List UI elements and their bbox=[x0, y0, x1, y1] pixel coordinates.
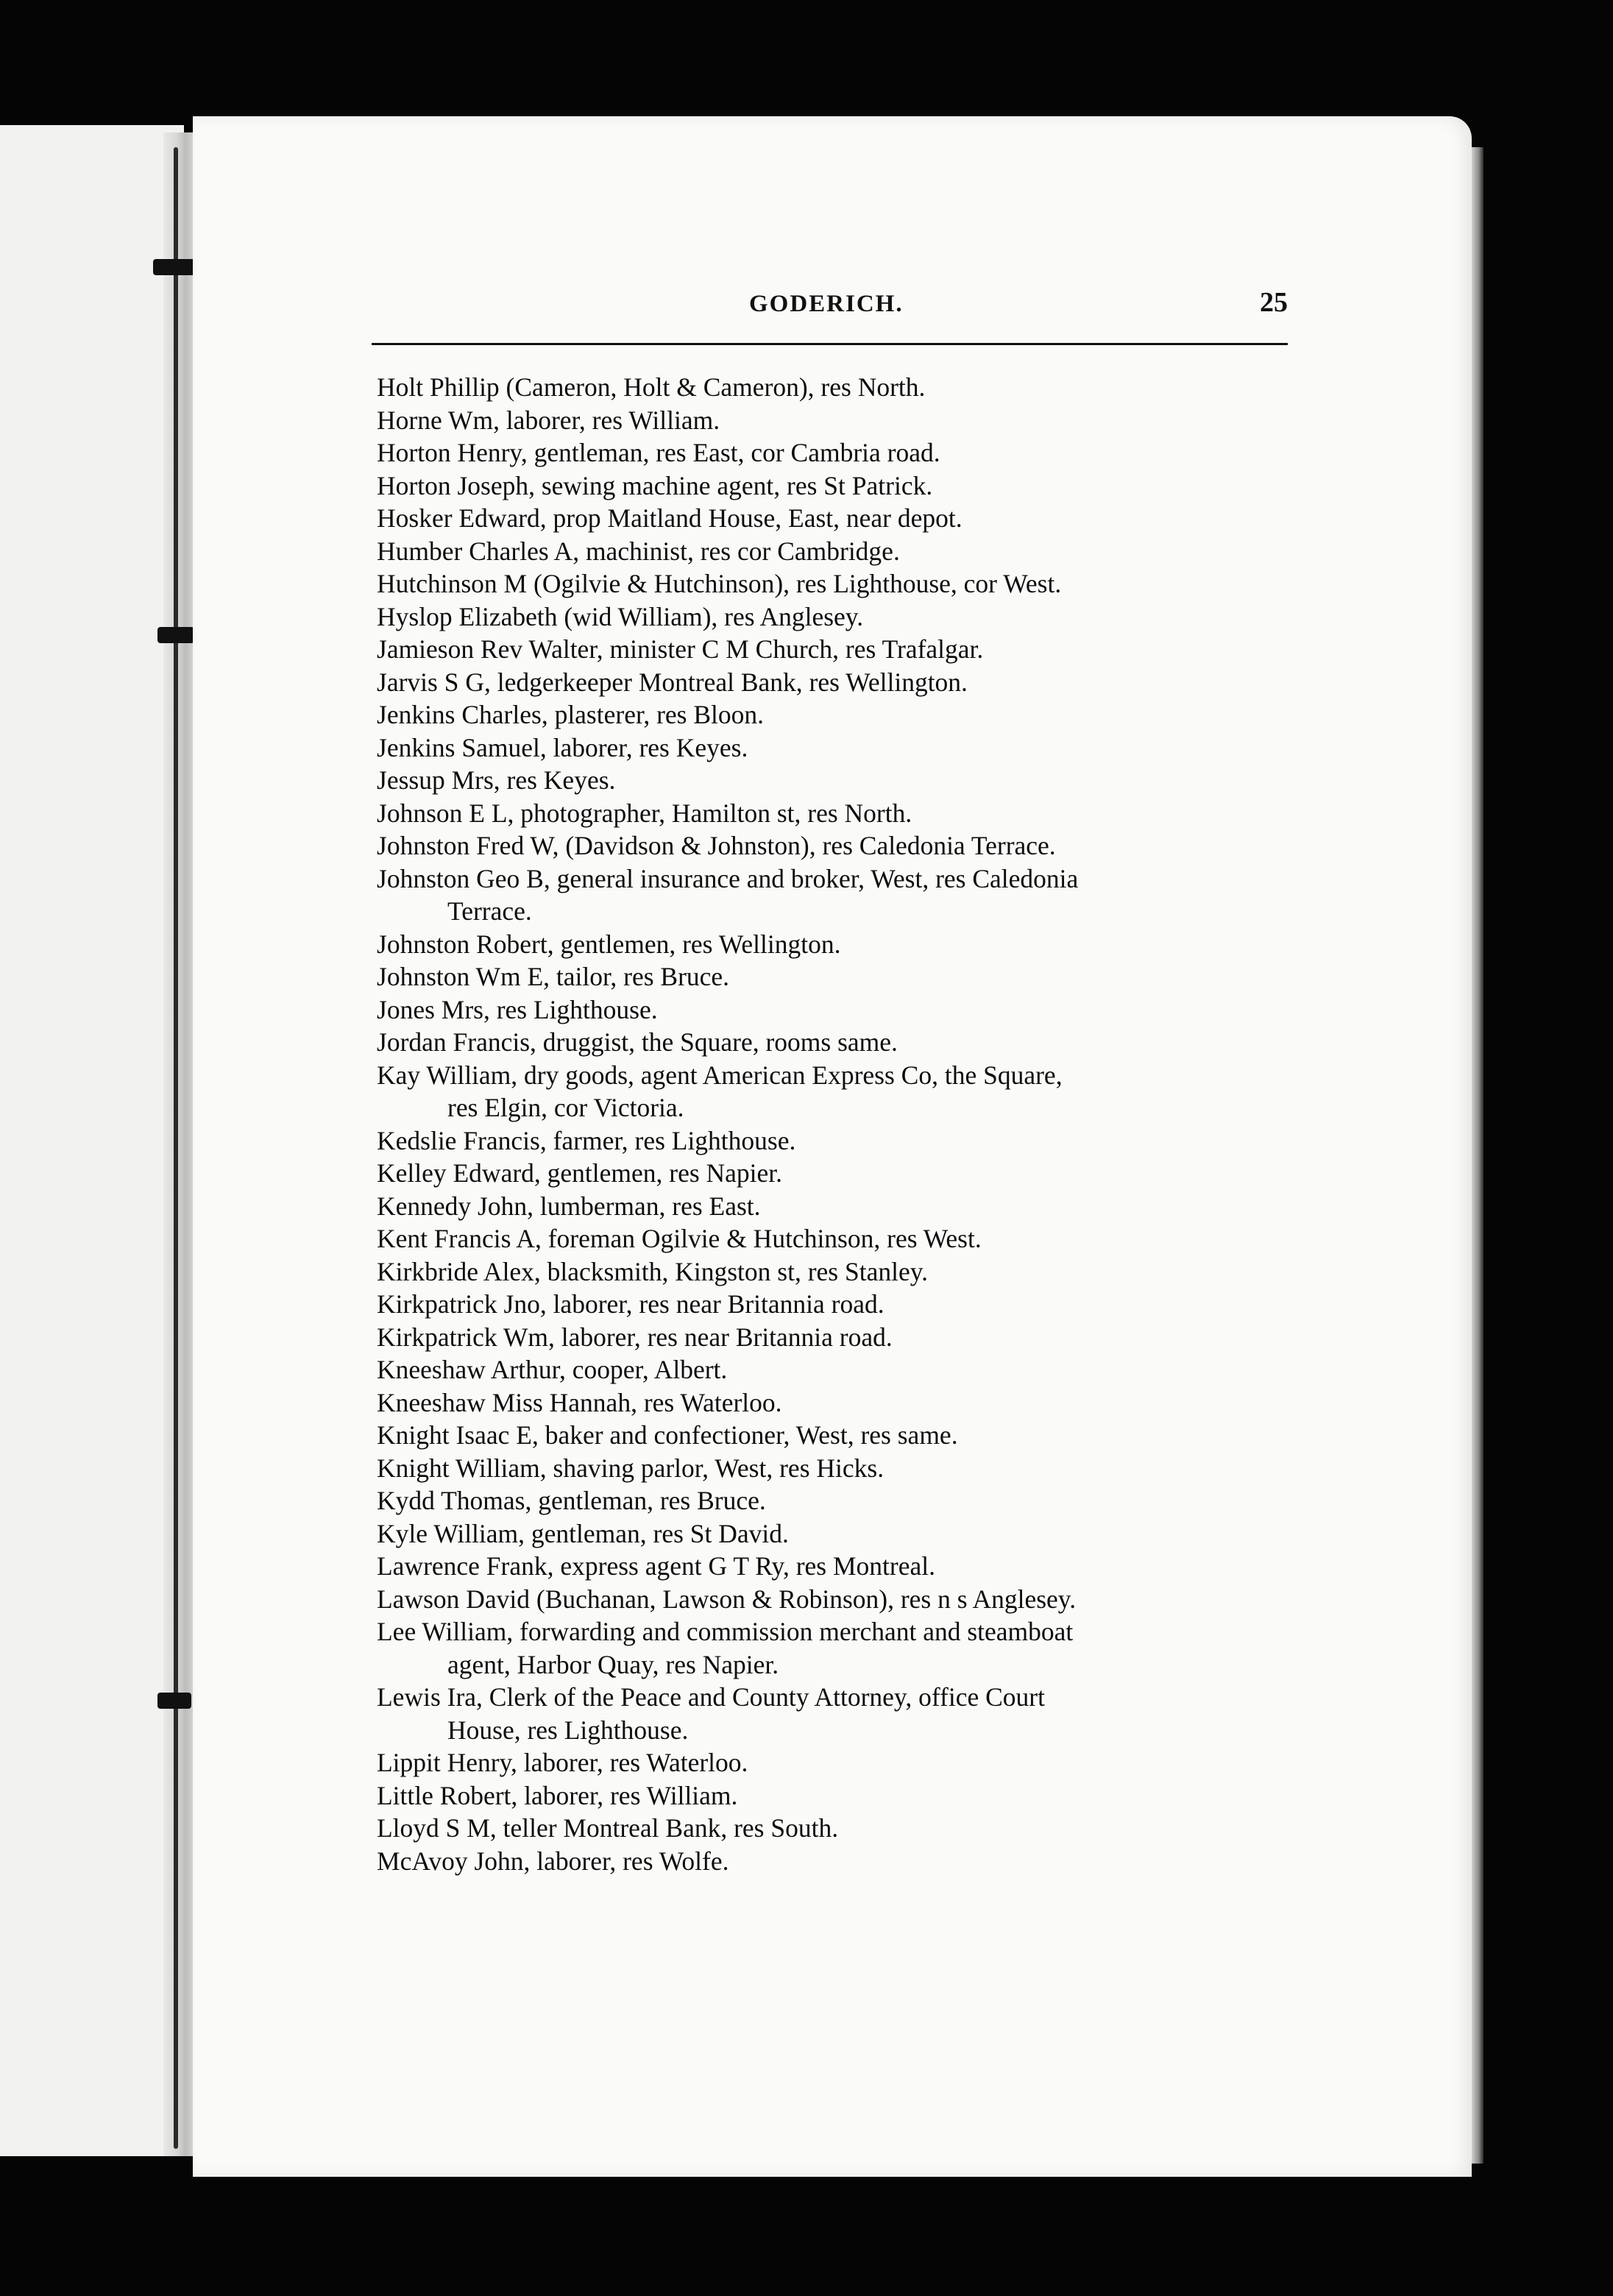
directory-entry: Lloyd S M, teller Montreal Bank, res South. bbox=[377, 1813, 839, 1843]
binding-stitch bbox=[157, 627, 194, 643]
directory-entry: McAvoy John, laborer, res Wolfe. bbox=[377, 1846, 729, 1876]
directory-entry: Humber Charles A, machinist, res cor Cambridge. bbox=[377, 536, 900, 566]
directory-entry: Knight William, shaving parlor, West, res Hicks. bbox=[377, 1453, 885, 1483]
binding-stitch bbox=[157, 1693, 191, 1709]
directory-entry: Hyslop Elizabeth (wid William), res Anglesey. bbox=[377, 601, 864, 631]
directory-entry: Kneeshaw Arthur, cooper, Albert. bbox=[377, 1355, 728, 1384]
directory-entry: Knight Isaac E, baker and confectioner, West, res same. bbox=[377, 1420, 958, 1450]
header-rule bbox=[372, 343, 1288, 345]
previous-page-edge bbox=[0, 125, 184, 2156]
directory-entry: Hosker Edward, prop Maitland House, East, near depot. bbox=[377, 503, 963, 533]
directory-entry: Lewis Ira, Clerk of the Peace and County Attorney, office Court bbox=[377, 1682, 1045, 1712]
directory-entry: Jordan Francis, druggist, the Square, rooms same. bbox=[377, 1027, 898, 1057]
directory-entry: Jamieson Rev Walter, minister C M Church, res Trafalgar. bbox=[377, 634, 984, 664]
directory-entry-continuation: House, res Lighthouse. bbox=[447, 1715, 689, 1745]
directory-entry: Holt Phillip (Cameron, Holt & Cameron), res North. bbox=[377, 372, 926, 402]
directory-entry: Jessup Mrs, res Keyes. bbox=[377, 765, 616, 795]
directory-entry: Jarvis S G, ledgerkeeper Montreal Bank, res Wellington. bbox=[377, 667, 968, 697]
directory-entry: Jenkins Charles, plasterer, res Bloon. bbox=[377, 700, 765, 729]
directory-entry: Kennedy John, lumberman, res East. bbox=[377, 1191, 761, 1221]
directory-entry: Johnston Geo B, general insurance and broker, West, res Caledonia bbox=[377, 863, 1079, 893]
directory-entry: Lawrence Frank, express agent G T Ry, res Montreal. bbox=[377, 1551, 935, 1581]
directory-entry: Johnson E L, photographer, Hamilton st, res North. bbox=[377, 798, 912, 828]
binding-thread bbox=[174, 147, 178, 2149]
page-edge-shadow bbox=[1472, 147, 1483, 2164]
directory-entry: Kyle William, gentleman, res St David. bbox=[377, 1518, 789, 1548]
directory-entry: Lawson David (Buchanan, Lawson & Robinson), res n s Anglesey. bbox=[377, 1584, 1077, 1614]
directory-entry: Lippit Henry, laborer, res Waterloo. bbox=[377, 1748, 748, 1777]
directory-entry: Horton Joseph, sewing machine agent, res St Patrick. bbox=[377, 470, 933, 500]
directory-entry: Kedslie Francis, farmer, res Lighthouse. bbox=[377, 1125, 796, 1155]
directory-entry-continuation: Terrace. bbox=[447, 896, 532, 926]
directory-entry: Jenkins Samuel, laborer, res Keyes. bbox=[377, 732, 748, 762]
directory-entry: Lee William, forwarding and commission merchant and steamboat bbox=[377, 1617, 1074, 1646]
directory-entry: Hutchinson M (Ogilvie & Hutchinson), res Lighthouse, cor West. bbox=[377, 569, 1062, 598]
directory-entry: Horne Wm, laborer, res William. bbox=[377, 405, 720, 435]
directory-entry: Kirkpatrick Jno, laborer, res near Britannia road. bbox=[377, 1289, 885, 1319]
running-head: GODERICH. bbox=[749, 291, 904, 317]
directory-entry: Kydd Thomas, gentleman, res Bruce. bbox=[377, 1486, 766, 1515]
directory-entry: Kirkbride Alex, blacksmith, Kingston st, res Stanley. bbox=[377, 1256, 929, 1286]
directory-entry: Kneeshaw Miss Hannah, res Waterloo. bbox=[377, 1387, 782, 1417]
directory-entry: Johnston Robert, gentlemen, res Wellington. bbox=[377, 929, 841, 959]
directory-entry: Kirkpatrick Wm, laborer, res near Britannia road. bbox=[377, 1322, 893, 1352]
directory-entry: Little Robert, laborer, res William. bbox=[377, 1780, 738, 1810]
directory-entry: Johnston Wm E, tailor, res Bruce. bbox=[377, 962, 730, 991]
directory-entry: Kay William, dry goods, agent American Express Co, the Square, bbox=[377, 1060, 1063, 1090]
directory-entry: Johnston Fred W, (Davidson & Johnston), res Caledonia Terrace. bbox=[377, 831, 1056, 860]
directory-entry: Kelley Edward, gentlemen, res Napier. bbox=[377, 1158, 783, 1188]
directory-entry: Jones Mrs, res Lighthouse. bbox=[377, 994, 658, 1024]
directory-entry: Kent Francis A, foreman Ogilvie & Hutchinson, res West. bbox=[377, 1224, 982, 1253]
page-number: 25 bbox=[1260, 287, 1288, 318]
directory-entry-continuation: agent, Harbor Quay, res Napier. bbox=[447, 1649, 779, 1679]
page-header bbox=[375, 287, 1288, 335]
directory-entries bbox=[377, 371, 1304, 1877]
directory-entry: Horton Henry, gentleman, res East, cor Cambria road. bbox=[377, 438, 940, 467]
directory-entry-continuation: res Elgin, cor Victoria. bbox=[447, 1093, 684, 1122]
